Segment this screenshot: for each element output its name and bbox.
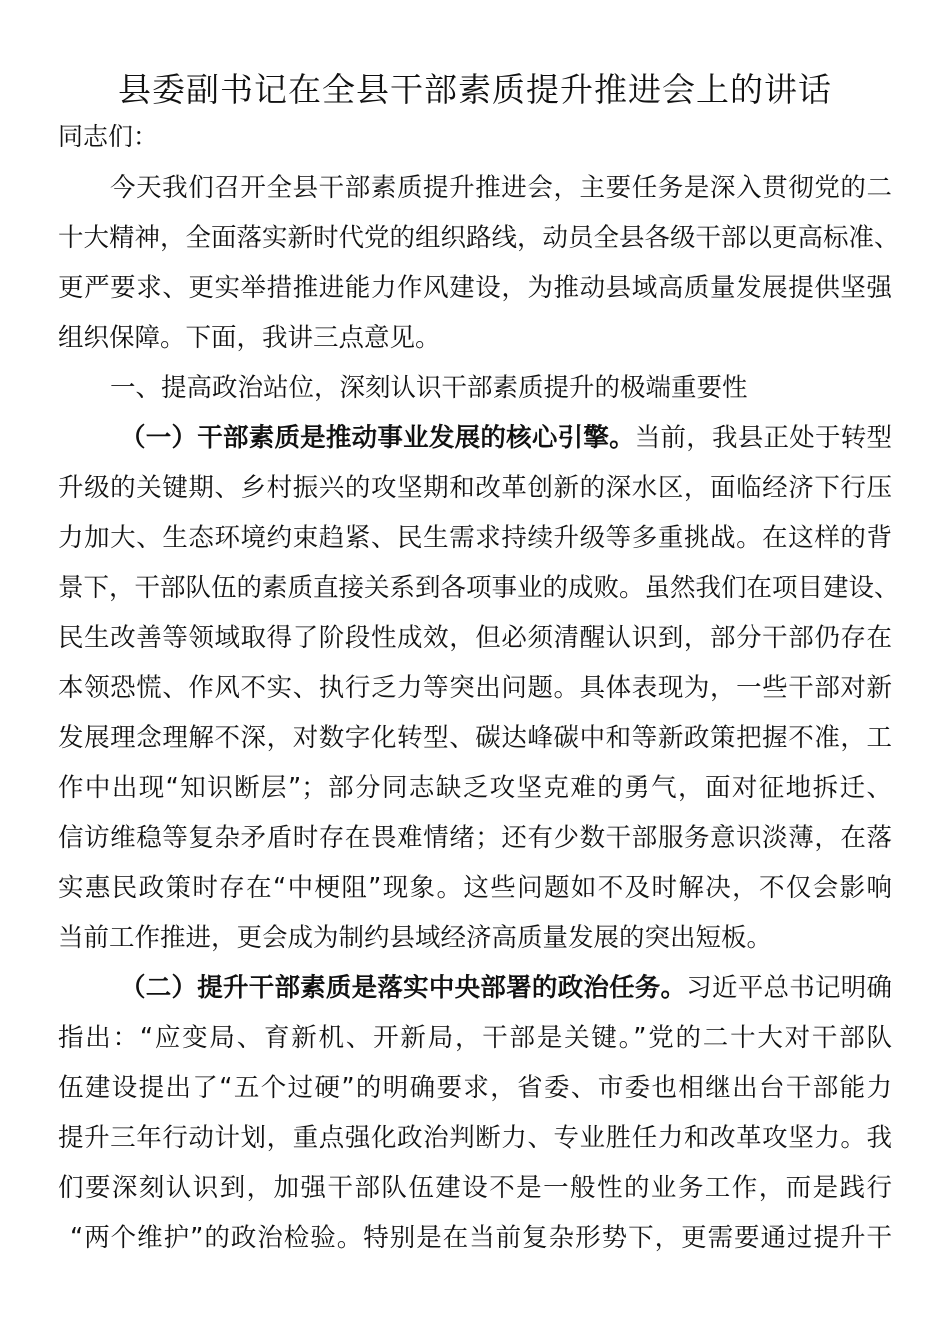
paragraph-line: 指出：“应变局、育新机、开新局，干部是关键。”党的二十大对干部队 bbox=[58, 1023, 892, 1053]
paragraph-line: 提升三年行动计划，重点强化政治判断力、专业胜任力和改革攻坚力。我 bbox=[58, 1123, 892, 1153]
paragraph-line: 实惠民政策时存在“中梗阻”现象。这些问题如不及时解决，不仅会影响 bbox=[58, 873, 892, 903]
subsection-first-line bbox=[120, 970, 892, 1006]
paragraph-line: 本领恐慌、作风不实、执行乏力等突出问题。具体表现为，一些干部对新 bbox=[58, 673, 892, 703]
paragraph-line: “两个维护”的政治检验。特别是在当前复杂形势下，更需要通过提升干 bbox=[70, 1223, 892, 1253]
subsection-first-text: 当前，我县正处于转型 bbox=[634, 423, 892, 453]
paragraph-line: 今天我们召开全县干部素质提升推进会，主要任务是深入贯彻党的二 bbox=[110, 173, 892, 203]
subsection-lead: （一）干部素质是推动事业发展的核心引擎。 bbox=[120, 423, 635, 453]
paragraph-line: 组织保障。下面，我讲三点意见。 bbox=[58, 323, 441, 353]
subsection-first-line bbox=[120, 420, 892, 456]
paragraph-line: 更严要求、更实举措推进能力作风建设，为推动县域高质量发展提供坚强 bbox=[58, 273, 892, 303]
paragraph-line: 民生改善等领域取得了阶段性成效，但必须清醒认识到，部分干部仍存在 bbox=[58, 623, 892, 653]
paragraph-line: 升级的关键期、乡村振兴的攻坚期和改革创新的深水区，面临经济下行压 bbox=[58, 473, 892, 503]
salutation: 同志们： bbox=[58, 122, 159, 151]
paragraph-line: 景下，干部队伍的素质直接关系到各项事业的成败。虽然我们在项目建设、 bbox=[58, 573, 900, 603]
paragraph-line: 十大精神，全面落实新时代党的组织路线，动员全县各级干部以更高标准、 bbox=[58, 223, 900, 253]
section-heading: 一、提高政治站位，深刻认识干部素质提升的极端重要性 bbox=[110, 373, 748, 403]
paragraph-line: 作中出现“知识断层”；部分同志缺乏攻坚克难的勇气，面对征地拆迁、 bbox=[58, 773, 892, 803]
paragraph-line: 当前工作推进，更会成为制约县域经济高质量发展的突出短板。 bbox=[58, 923, 773, 953]
paragraph-line: 信访维稳等复杂矛盾时存在畏难情绪；还有少数干部服务意识淡薄，在落 bbox=[58, 823, 892, 853]
subsection-first-text: 习近平总书记明确 bbox=[686, 973, 892, 1003]
subsection-lead: （二）提升干部素质是落实中央部署的政治任务。 bbox=[120, 973, 687, 1003]
paragraph-line: 们要深刻认识到，加强干部队伍建设不是一般性的业务工作，而是践行 bbox=[58, 1173, 892, 1203]
paragraph-line: 发展理念理解不深，对数字化转型、碳达峰碳中和等新政策把握不准，工 bbox=[58, 723, 892, 753]
paragraph-line: 伍建设提出了“五个过硬”的明确要求，省委、市委也相继出台干部能力 bbox=[58, 1073, 892, 1103]
paragraph-line: 力加大、生态环境约束趋紧、民生需求持续升级等多重挑战。在这样的背 bbox=[58, 523, 892, 553]
document-title: 县委副书记在全县干部素质提升推进会上的讲话 bbox=[118, 70, 832, 109]
